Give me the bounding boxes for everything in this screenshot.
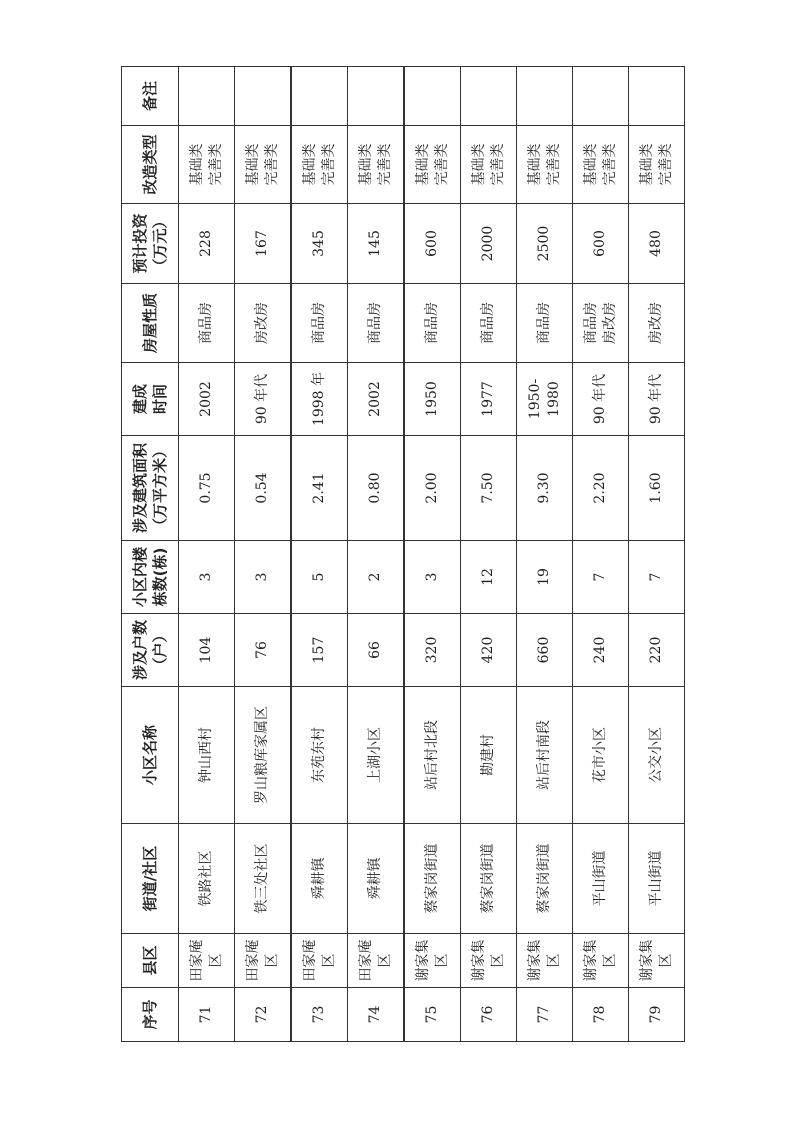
table-row (461, 67, 517, 1042)
cell-households: 157 (291, 614, 348, 687)
header-district: 县区 (122, 934, 179, 988)
cell-district: 田家庵区 (235, 934, 292, 988)
cell-street: 平山街道 (629, 824, 685, 934)
cell-type-1: 基础类 (357, 143, 374, 186)
cell-area: 2.20 (573, 436, 629, 541)
cell-buildings: 3 (179, 541, 235, 614)
cell-built: 1977 (461, 363, 517, 436)
cell-community: 站后村北段 (404, 687, 461, 824)
header-households-line2: （户） (151, 627, 169, 673)
cell-area: 1.60 (629, 436, 685, 541)
cell-invest: 228 (179, 204, 235, 284)
cell-district: 谢家集区 (461, 934, 517, 988)
cell-type (235, 126, 292, 204)
cell-district: 田家庵区 (291, 934, 348, 988)
cell-remark (517, 67, 573, 126)
header-type: 改造类型 (122, 126, 179, 204)
cell-street: 铁路社区 (179, 824, 235, 934)
cell-community: 东苑东村 (291, 687, 348, 824)
cell-area: 2.00 (404, 436, 461, 541)
cell-remark (629, 67, 685, 126)
table-row (348, 67, 405, 1042)
cell-nature (179, 284, 235, 363)
cell-households: 240 (573, 614, 629, 687)
cell-seq: 78 (573, 988, 629, 1042)
cell-invest: 145 (348, 204, 405, 284)
header-households-line1: 涉及户数 (131, 620, 149, 681)
cell-type-2: 完善类 (545, 143, 562, 186)
cell-street: 蔡家岗街道 (517, 824, 573, 934)
cell-households: 320 (404, 614, 461, 687)
cell-invest: 167 (235, 204, 292, 284)
cell-seq: 77 (517, 988, 573, 1042)
cell-nature (629, 284, 685, 363)
header-street: 街道/社区 (122, 824, 179, 934)
cell-type-1: 基础类 (470, 143, 487, 186)
cell-type (291, 126, 348, 204)
cell-nature (461, 284, 517, 363)
cell-seq: 73 (291, 988, 348, 1042)
rotated-table-wrapper (121, 67, 673, 1042)
header-households (122, 614, 179, 687)
cell-type-1: 基础类 (526, 143, 543, 186)
cell-buildings: 19 (517, 541, 573, 614)
table-row (517, 67, 573, 1042)
header-buildings-line2: 栋数(栋) (151, 547, 169, 607)
table-row (235, 67, 292, 1042)
cell-district: 田家庵区 (179, 934, 235, 988)
cell-buildings: 3 (404, 541, 461, 614)
cell-nature-1: 商品房 (367, 302, 383, 344)
cell-invest: 2000 (461, 204, 517, 284)
cell-households: 660 (517, 614, 573, 687)
cell-area: 0.54 (235, 436, 292, 541)
cell-nature-1: 房改房 (648, 302, 664, 344)
cell-nature (404, 284, 461, 363)
cell-invest: 2500 (517, 204, 573, 284)
cell-nature (517, 284, 573, 363)
cell-nature-1: 商品房 (311, 302, 327, 344)
cell-remark (348, 67, 405, 126)
cell-community: 花市小区 (573, 687, 629, 824)
cell-type-2: 完善类 (320, 143, 337, 186)
cell-district: 谢家集区 (629, 934, 685, 988)
cell-buildings: 7 (573, 541, 629, 614)
cell-nature-1: 商品房 (582, 302, 599, 344)
cell-street: 蔡家岗街道 (461, 824, 517, 934)
cell-nature (291, 284, 348, 363)
cell-area: 2.41 (291, 436, 348, 541)
cell-type (348, 126, 405, 204)
cell-seq: 74 (348, 988, 405, 1042)
cell-street: 舜耕镇 (291, 824, 348, 934)
cell-area: 7.50 (461, 436, 517, 541)
header-area (122, 436, 179, 541)
cell-households: 220 (629, 614, 685, 687)
cell-type-2: 完善类 (376, 143, 393, 186)
cell-type-1: 基础类 (582, 143, 599, 186)
header-buildings (122, 541, 179, 614)
table-row (404, 67, 461, 1042)
cell-type-2: 完善类 (601, 143, 618, 186)
cell-remark (573, 67, 629, 126)
cell-buildings: 5 (291, 541, 348, 614)
cell-street: 平山街道 (573, 824, 629, 934)
header-nature: 房屋性质 (122, 284, 179, 363)
cell-seq: 76 (461, 988, 517, 1042)
cell-community: 罗山粮库家属区 (235, 687, 292, 824)
cell-street: 舜耕镇 (348, 824, 405, 934)
cell-invest: 600 (573, 204, 629, 284)
header-area-line2: （万平方米） (151, 443, 169, 534)
cell-households: 76 (235, 614, 292, 687)
cell-type (179, 126, 235, 204)
cell-area: 0.80 (348, 436, 405, 541)
cell-district: 谢家集区 (573, 934, 629, 988)
header-community: 小区名称 (122, 687, 179, 824)
cell-street: 铁三处社区 (235, 824, 292, 934)
cell-seq: 79 (629, 988, 685, 1042)
cell-built: 1950-1980 (517, 363, 573, 436)
cell-built: 1998 年 (291, 363, 348, 436)
cell-built: 1950 (404, 363, 461, 436)
cell-seq: 75 (404, 988, 461, 1042)
cell-nature (573, 284, 629, 363)
header-invest (122, 204, 179, 284)
cell-built: 90 年代 (629, 363, 685, 436)
cell-type-2: 完善类 (433, 143, 450, 186)
cell-type-2: 完善类 (489, 143, 506, 186)
cell-type-1: 基础类 (301, 143, 318, 186)
cell-invest: 600 (404, 204, 461, 284)
cell-remark (461, 67, 517, 126)
table-row (629, 67, 685, 1042)
header-remark: 备注 (122, 67, 179, 126)
cell-nature-2: 房改房 (601, 302, 618, 344)
header-built-line1: 建成 (131, 384, 149, 415)
cell-nature (235, 284, 292, 363)
cell-households: 66 (348, 614, 405, 687)
cell-district: 田家庵区 (348, 934, 405, 988)
cell-nature-1: 商品房 (536, 302, 552, 344)
header-built-line2: 时间 (151, 384, 169, 415)
table-row (291, 67, 348, 1042)
header-area-line1: 涉及建筑面积 (131, 443, 149, 534)
cell-area: 9.30 (517, 436, 573, 541)
header-seq: 序号 (122, 988, 179, 1042)
cell-district: 谢家集区 (517, 934, 573, 988)
cell-type-2: 完善类 (263, 143, 280, 186)
cell-type (517, 126, 573, 204)
cell-community: 上湖小区 (348, 687, 405, 824)
cell-buildings: 7 (629, 541, 685, 614)
cell-type-1: 基础类 (638, 143, 655, 186)
cell-community: 勘建村 (461, 687, 517, 824)
cell-nature-1: 商品房 (198, 302, 214, 344)
cell-buildings: 3 (235, 541, 292, 614)
cell-community: 钟山西村 (179, 687, 235, 824)
cell-nature-1: 商品房 (424, 302, 440, 344)
cell-remark (404, 67, 461, 126)
cell-seq: 71 (179, 988, 235, 1042)
cell-type-1: 基础类 (188, 143, 205, 186)
header-invest-line2: （万元） (151, 213, 169, 274)
cell-community: 站后村南段 (517, 687, 573, 824)
cell-buildings: 12 (461, 541, 517, 614)
cell-type (629, 126, 685, 204)
header-buildings-line1: 小区内楼 (131, 547, 149, 608)
cell-remark (179, 67, 235, 126)
cell-type-2: 完善类 (207, 143, 224, 186)
cell-district: 谢家集区 (404, 934, 461, 988)
cell-type (404, 126, 461, 204)
cell-built: 90 年代 (235, 363, 292, 436)
cell-type-1: 基础类 (244, 143, 261, 186)
cell-street: 蔡家岗街道 (404, 824, 461, 934)
header-invest-line1: 预计投资 (131, 213, 149, 274)
cell-invest: 345 (291, 204, 348, 284)
cell-remark (291, 67, 348, 126)
renovation-table (121, 66, 685, 1042)
cell-seq: 72 (235, 988, 292, 1042)
cell-community: 公交小区 (629, 687, 685, 824)
cell-built: 2002 (348, 363, 405, 436)
table-header-row (122, 67, 179, 1042)
cell-households: 420 (461, 614, 517, 687)
table-row (573, 67, 629, 1042)
cell-households: 104 (179, 614, 235, 687)
cell-area: 0.75 (179, 436, 235, 541)
cell-nature-1: 房改房 (254, 302, 270, 344)
cell-type-1: 基础类 (414, 143, 431, 186)
cell-buildings: 2 (348, 541, 405, 614)
cell-nature (348, 284, 405, 363)
cell-type-2: 完善类 (657, 143, 674, 186)
cell-type (573, 126, 629, 204)
header-built (122, 363, 179, 436)
cell-nature-1: 商品房 (480, 302, 496, 344)
cell-remark (235, 67, 292, 126)
cell-built: 2002 (179, 363, 235, 436)
table-row (179, 67, 235, 1042)
cell-invest: 480 (629, 204, 685, 284)
cell-built: 90 年代 (573, 363, 629, 436)
cell-type (461, 126, 517, 204)
